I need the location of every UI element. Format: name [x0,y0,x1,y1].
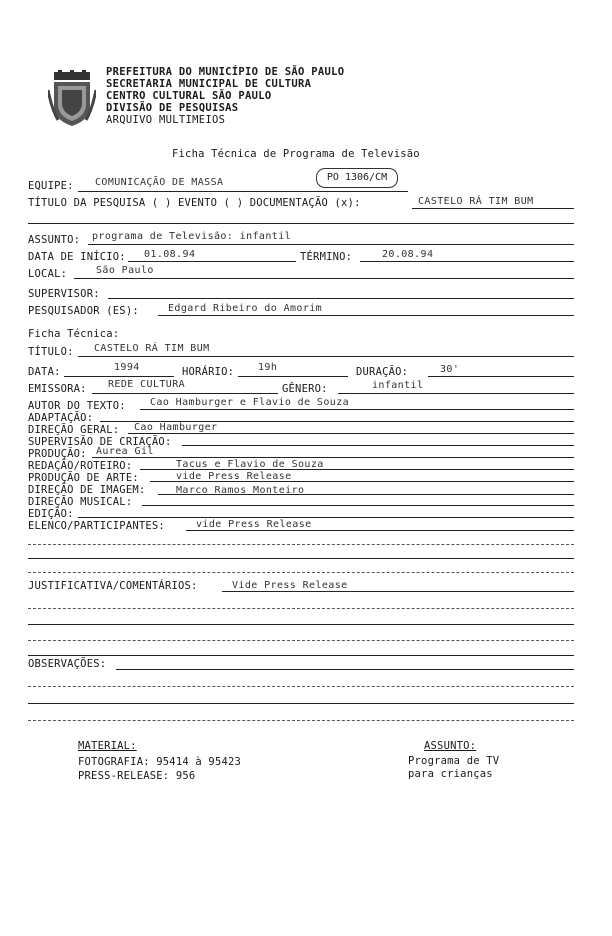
termino-value: 20.08.94 [382,249,434,260]
header-line-1: PREFEITURA DO MUNICÍPIO DE SÃO PAULO [106,66,345,78]
emissora-rule [92,393,278,394]
header-line-3: CENTRO CULTURAL SÃO PAULO [106,90,272,102]
emissora-value: REDE CULTURA [108,379,186,390]
data-inicio-label: DATA DE INÍCIO: [28,251,126,263]
producao-arte-rule [150,481,574,482]
direcao-imagem-rule [158,494,574,495]
direcao-geral-label: DIREÇÃO GERAL: [28,424,120,436]
titulo-value: CASTELO RÁ TIM BUM [94,343,210,354]
duracao-rule [428,376,574,377]
blank-rule-11 [28,720,574,721]
redacao-value: Tacus e Flavio de Souza [176,459,324,470]
pesquisador-label: PESQUISADOR (ES): [28,305,139,317]
assunto-footer-line-2: para crianças [408,768,493,780]
edicao-rule [78,517,574,518]
pesquisador-value: Edgard Ribeiro do Amorim [168,303,323,314]
blank-rule-4 [28,572,574,573]
direcao-imagem-label: DIREÇÃO DE IMAGEM: [28,484,146,496]
producao-value: Aurea Gil [96,446,154,457]
blank-rule-2 [28,544,574,545]
equipe-label: EQUIPE: [28,180,74,192]
data-inicio-value: 01.08.94 [144,249,196,260]
blank-rule-9 [28,686,574,687]
data-value: 1994 [114,362,140,373]
termino-label: TÉRMINO: [300,251,353,263]
elenco-rule [186,530,574,531]
observacoes-label: OBSERVAÇÕES: [28,658,107,670]
supervisor-label: SUPERVISOR: [28,288,100,300]
observacoes-rule [116,669,574,670]
direcao-musical-rule [142,505,574,506]
tipo-value: CASTELO RÁ TIM BUM [418,196,534,207]
assunto-rule [88,244,574,245]
blank-rule-1 [28,223,574,224]
press-release-text: PRESS-RELEASE: 956 [78,770,196,782]
tipo-rule [412,208,574,209]
direcao-imagem-value: Marco Ramos Monteiro [176,485,305,496]
autor-label: AUTOR DO TEXTO: [28,400,126,412]
assunto-footer-label: ASSUNTO: [424,740,477,752]
material-label: MATERIAL: [78,740,137,752]
producao-arte-value: vide Press Release [176,471,292,482]
genero-rule [338,393,574,394]
data-label: DATA: [28,366,61,378]
data-rule [64,376,174,377]
justificativa-value: Vide Press Release [232,580,348,591]
termino-rule [360,261,574,262]
supervisor-rule [108,298,574,299]
redacao-rule [140,469,574,470]
local-label: LOCAL: [28,268,68,280]
blank-rule-6 [28,624,574,625]
local-rule [74,278,574,279]
coat-of-arms-seal [48,70,96,128]
adaptacao-label: ADAPTAÇÃO: [28,412,94,424]
genero-label: GÊNERO: [282,383,328,395]
emissora-label: EMISSORA: [28,383,87,395]
local-value: São Paulo [96,265,154,276]
direcao-geral-value: Cao Hamburger [134,422,218,433]
header-line-5: ARQUIVO MULTIMEIOS [106,114,226,126]
assunto-value: programa de Televisão: infantil [92,231,292,242]
equipe-value: COMUNICAÇÃO DE MASSA [95,177,224,188]
assunto-label: ASSUNTO: [28,234,81,246]
data-inicio-rule [128,261,296,262]
edicao-label: EDIÇÃO: [28,508,74,520]
autor-rule [140,409,574,410]
duracao-value: 30' [440,364,460,375]
producao-arte-label: PRODUÇÃO DE ARTE: [28,472,139,484]
genero-value: infantil [372,380,424,391]
horario-value: 19h [258,362,278,373]
institution-header [106,66,344,126]
elenco-label: ELENCO/PARTICIPANTES: [28,520,165,532]
redacao-label: REDAÇÃO/ROTEIRO: [28,460,133,472]
assunto-footer-line-1: Programa de TV [408,755,500,767]
reference-stamp: PO 1306/CM [316,168,398,188]
producao-label: PRODUÇÃO: [28,448,87,460]
elenco-value: vide Press Release [196,519,312,530]
horario-rule [238,376,348,377]
blank-rule-10 [28,703,574,704]
duracao-label: DURAÇÃO: [356,366,409,378]
blank-rule-8 [28,655,574,656]
form-title: Ficha Técnica de Programa de Televisão [172,148,420,160]
direcao-musical-label: DIREÇÃO MUSICAL: [28,496,133,508]
horario-label: HORÁRIO: [182,366,235,378]
autor-value: Cao Hamburger e Flavio de Souza [150,397,350,408]
equipe-rule [78,191,408,192]
titulo-label: TÍTULO: [28,346,74,358]
ficha-tecnica-heading: Ficha Técnica: [28,328,120,340]
header-line-4: DIVISÃO DE PESQUISAS [106,102,239,114]
justificativa-label: JUSTIFICATIVA/COMENTÁRIOS: [28,580,198,592]
blank-rule-3 [28,558,574,559]
producao-rule [92,457,574,458]
tipo-label: TÍTULO DA PESQUISA ( ) EVENTO ( ) DOCUMENTAÇÃO (x): [28,197,361,209]
pesquisador-rule [158,315,574,316]
header-line-2: SECRETARIA MUNICIPAL DE CULTURA [106,78,312,90]
blank-rule-7 [28,640,574,641]
direcao-geral-rule [128,433,574,434]
titulo-rule [78,356,574,357]
supervisao-rule [182,445,574,446]
supervisao-label: SUPERVISÃO DE CRIAÇÃO: [28,436,172,448]
justificativa-rule [222,591,574,592]
blank-rule-5 [28,608,574,609]
fotografia-text: FOTOGRAFIA: 95414 à 95423 [78,756,242,768]
